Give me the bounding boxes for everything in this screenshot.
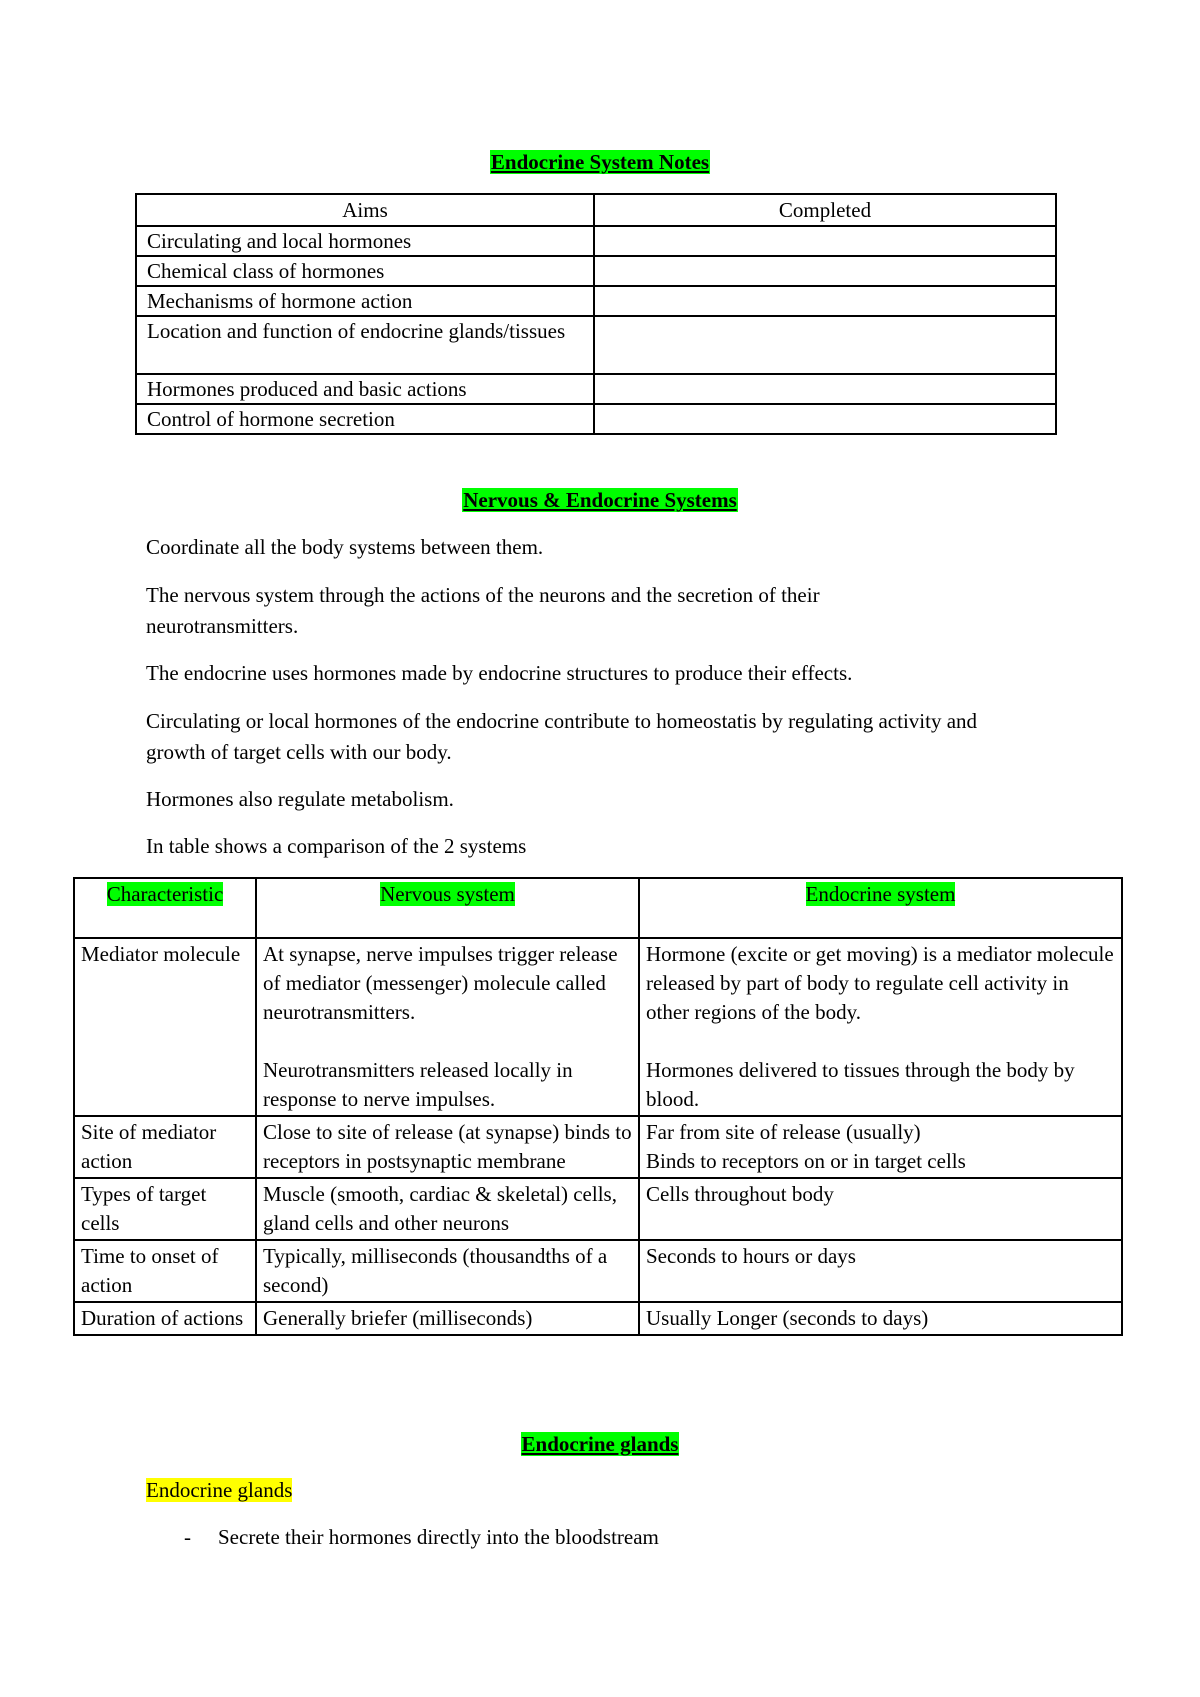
aim-cell: Location and function of endocrine glands/tissues — [136, 316, 594, 374]
completed-cell[interactable] — [594, 404, 1056, 434]
completed-cell[interactable] — [594, 374, 1056, 404]
endocrine-cell: Hormone (excite or get moving) is a mediator molecule released by part of body to regulate cell activity in other regions of the body. Hormones delivered to tissues through the body by blood. — [639, 938, 1122, 1116]
table-row — [74, 1116, 1122, 1178]
table-row — [136, 256, 1056, 286]
characteristic-cell: Types of target cells — [74, 1178, 256, 1240]
completed-cell[interactable] — [594, 286, 1056, 316]
bullet-text: Secrete their hormones directly into the bloodstream — [218, 1525, 659, 1549]
table-row — [74, 938, 1122, 1116]
paragraph: The nervous system through the actions of the neurons and the secretion of their neurotransmitters. — [146, 583, 820, 638]
header-characteristic: Characteristic — [74, 878, 256, 938]
table-row — [74, 1240, 1122, 1302]
nervous-cell: Muscle (smooth, cardiac & skeletal) cells, gland cells and other neurons — [256, 1178, 639, 1240]
table-row — [136, 374, 1056, 404]
section-heading-endocrine-glands — [0, 1430, 1200, 1458]
nervous-cell: At synapse, nerve impulses trigger release of mediator (messenger) molecule called neurotransmitters. Neurotransmitters released locally in response to nerve impulses. — [256, 938, 639, 1116]
endocrine-cell: Usually Longer (seconds to days) — [639, 1302, 1122, 1335]
aims-header-completed: Completed — [594, 194, 1056, 226]
characteristic-cell: Mediator molecule — [74, 938, 256, 1116]
aims-header-aims: Aims — [136, 194, 594, 226]
subheading-text: Endocrine glands — [146, 1478, 293, 1502]
paragraph: Hormones also regulate metabolism. — [146, 787, 454, 811]
endocrine-cell: Cells throughout body — [639, 1178, 1122, 1240]
aim-cell: Chemical class of hormones — [136, 256, 594, 286]
endocrine-cell: Seconds to hours or days — [639, 1240, 1122, 1302]
header-endocrine-system: Endocrine system — [639, 878, 1122, 938]
table-row — [74, 1302, 1122, 1335]
table-row — [136, 286, 1056, 316]
table-row — [136, 404, 1056, 434]
section-heading-text: Nervous & Endocrine Systems — [463, 488, 737, 512]
characteristic-cell: Duration of actions — [74, 1302, 256, 1335]
table-row — [136, 316, 1056, 374]
section-heading-text: Endocrine glands — [521, 1432, 679, 1456]
aims-table — [135, 193, 1057, 435]
nervous-cell: Close to site of release (at synapse) binds to receptors in postsynaptic membrane — [256, 1116, 639, 1178]
paragraph: Circulating or local hormones of the endocrine contribute to homeostatis by regulating activity and growth of target cells with our body. — [146, 709, 978, 764]
paragraph: Coordinate all the body systems between them. — [146, 535, 544, 559]
subheading — [146, 1476, 1046, 1504]
paragraph: The endocrine uses hormones made by endocrine structures to produce their effects. — [146, 661, 853, 685]
header-nervous-system: Nervous system — [256, 878, 639, 938]
table-row — [136, 226, 1056, 256]
page-title-text: Endocrine System Notes — [490, 150, 710, 174]
comparison-table — [73, 877, 1123, 1336]
table-row — [74, 1178, 1122, 1240]
aim-cell: Circulating and local hormones — [136, 226, 594, 256]
completed-cell[interactable] — [594, 226, 1056, 256]
characteristic-cell: Time to onset of action — [74, 1240, 256, 1302]
aim-cell: Control of hormone secretion — [136, 404, 594, 434]
section-heading-nervous-endocrine — [0, 486, 1200, 514]
nervous-cell: Generally briefer (milliseconds) — [256, 1302, 639, 1335]
nervous-cell: Typically, milliseconds (thousandths of a second) — [256, 1240, 639, 1302]
bullet-marker: - — [184, 1525, 191, 1549]
list-item — [184, 1523, 1084, 1551]
comparison-table-header — [74, 878, 1122, 938]
paragraph: In table shows a comparison of the 2 systems — [146, 834, 527, 858]
endocrine-cell: Far from site of release (usually) Binds to receptors on or in target cells — [639, 1116, 1122, 1178]
aim-cell: Mechanisms of hormone action — [136, 286, 594, 316]
bullet-list — [184, 1523, 1084, 1551]
completed-cell[interactable] — [594, 316, 1056, 374]
aim-cell: Hormones produced and basic actions — [136, 374, 594, 404]
completed-cell[interactable] — [594, 256, 1056, 286]
characteristic-cell: Site of mediator action — [74, 1116, 256, 1178]
aims-table-header — [136, 194, 1056, 226]
page-title — [0, 148, 1200, 176]
